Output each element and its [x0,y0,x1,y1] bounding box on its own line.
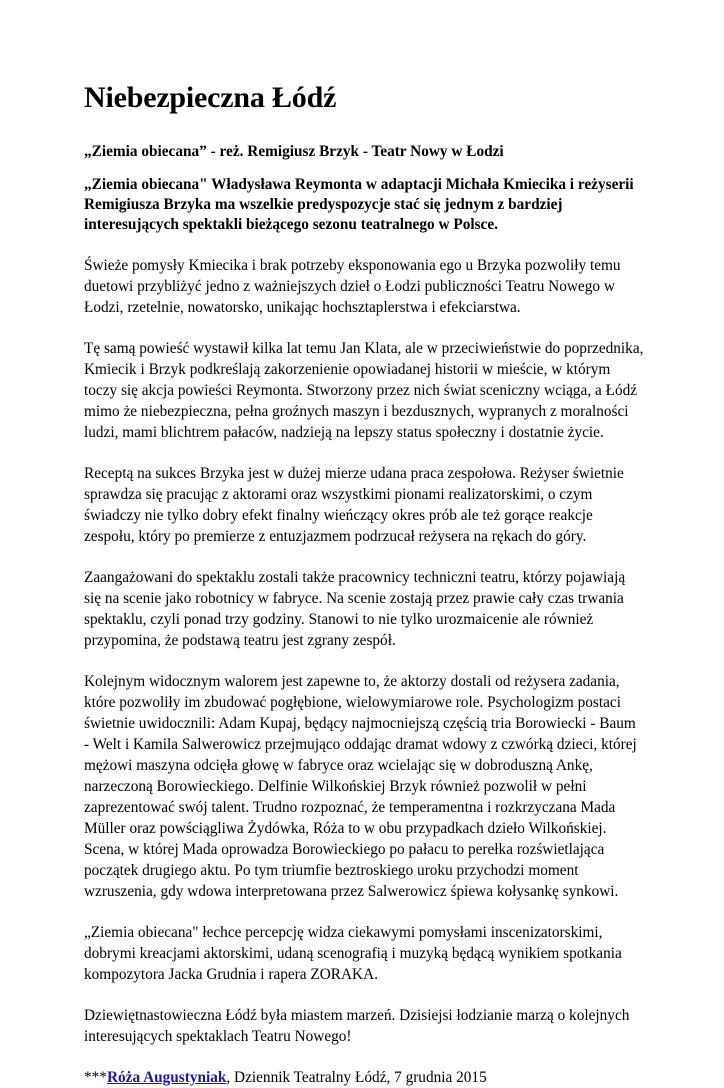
paragraph-5: Kolejnym widocznym walorem jest zapewne to, że aktorzy dostali od reżysera zadania, które pozwoliły im zbudować pogłębione, wielowymiarowe role. Psychologizm postaci świetnie uwidocznili: Adam Kupaj, będący najmocniejszą częścią tria Borowiecki - Baum - Welt i Kamila Salwerowicz przejmująco oddając dramat wdowy z czwórką dzieci, której mężowi maszyna odcięła głowę w fabryce oraz wcielając się w dobroduszną Ankę, narzeczoną Borowieckiego. Delfinie Wilkońskiej Brzyk również pozwolił w pełni zaprezentować swój talent. Trudno rozpoznać, że temperamentna i rozkrzyczana Mada Müller oraz powściągliwa Żydówka, Róża to w obu przypadkach dzieło Wilkońskiej. Scena, w której Mada oprowadza Borowieckiego po pałacu to perełka rozświetlająca początek drugiego aktu. Po tym triumfie beztroskiego uroku przychodzi moment wzruszenia, gdy wdowa interpretowana przez Salwerowicz śpiewa kołysankę synkowi. [84,673,637,900]
article-lead: „Ziemia obiecana" Władysława Reymonta w adaptacji Michała Kmiecika i reżyserii Remigiusza Brzyka ma wszelkie predyspozycje stać się jednym z bardziej interesujących spektakli bieżącego sezonu teatralnego w Polsce. [84,176,634,233]
paragraph-7: Dziewiętnastowieczna Łódź była miastem marzeń. Dzisiejsi łodzianie marzą o kolejnych interesujących spektaklach Teatru Nowego! [84,1007,630,1045]
article-subtitle: „Ziemia obiecana” - reż. Remigiusz Brzyk - Teatr Nowy w Łodzi [84,143,504,160]
paragraph-4: Zaangażowani do spektaklu zostali także pracownicy techniczni teatru, którzy pojawiają się na scenie jako robotnicy w fabryce. Na scenie zostają przez prawie cały czas trwania spektaklu, czyli ponad trzy godziny. Stanowi to nie tylko urozmaicenie ale również przypomina, że podstawą teatru jest zgrany zespół. [84,569,626,649]
author-link[interactable]: Róża Augustyniak [106,1069,227,1086]
paragraph-3: Receptą na sukces Brzyka jest w dużej mierze udana praca zespołowa. Reżyser świetnie sprawdza się pracując z aktorami oraz wszystkimi pionami realizatorskimi, o czym świadczy nie tylko dobry efekt finalny wieńczący okres prób ale też gorące reakcje zespołu, który po premierze z entuzjazmem podrzucał reżysera na rękach do góry. [84,465,624,545]
paragraph-2: Tę samą powieść wystawił kilka lat temu Jan Klata, ale w przeciwieństwie do poprzednika, Kmiecik i Brzyk podkreślają zakorzenienie opowiadanej historii w mieście, w którym toczy się akcja powieści Reymonta. Stworzony przez nich świat sceniczny wciąga, a Łódź mimo że niebezpieczna, pełna groźnych maszyn i bezdusznych, wypranych z moralności ludzi, mami blichtrem pałaców, nadzieją na lepszy status społeczny i dostatnie życie. [84,340,644,441]
footer-prefix: *** [84,1069,107,1086]
article-title: Niebezpieczna Łódź [84,81,337,114]
paragraph-6: „Ziemia obiecana" łechce percepcję widza ciekawymi pomysłami inscenizatorskimi, dobrymi kreacjami aktorskimi, udaną scenografią i muzyką będącą wynikiem spotkania kompozytora Jacka Grudnia i rapera ZORAKA. [84,924,622,983]
paragraph-1: Świeże pomysły Kmiecika i brak potrzeby eksponowania ego u Brzyka pozwoliły temu duetowi przybliżyć jedno z ważniejszych dzieł o Łodzi publiczności Teatru Nowego w Łodzi, rzetelnie, nowatorsko, unikając hochsztaplerstwa i efekciarstwa. [84,257,621,316]
article-footer [84,1067,644,1088]
article [84,80,644,1088]
footer-source: , Dziennik Teatralny Łódź, 7 grudnia 2015 [226,1069,487,1086]
